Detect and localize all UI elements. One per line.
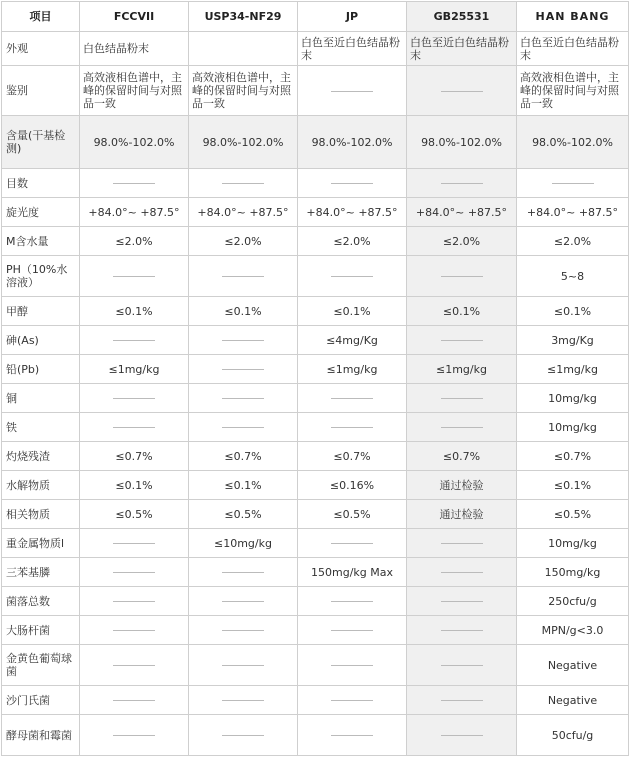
empty-dash (441, 276, 483, 277)
empty-dash (222, 369, 264, 370)
table-cell: 98.0%-102.0% (189, 116, 298, 169)
empty-dash (441, 665, 483, 666)
empty-dash (222, 601, 264, 602)
table-row (2, 715, 629, 756)
empty-dash (222, 340, 264, 341)
table-cell: Negative (517, 686, 629, 715)
table-cell: 高效液相色谱中，主峰的保留时间与对照品一致 (80, 66, 189, 116)
table-cell (189, 558, 298, 587)
table-cell: ≤1mg/kg (80, 355, 189, 384)
table-cell (517, 169, 629, 198)
table-cell: Negative (517, 645, 629, 686)
row-label: 大肠杆菌 (2, 616, 80, 645)
row-label: PH（10%水溶液） (2, 256, 80, 297)
table-cell (80, 529, 189, 558)
row-label: 沙门氏菌 (2, 686, 80, 715)
header-gb: GB25531 (407, 2, 517, 32)
table-cell: +84.0°~ +87.5° (189, 198, 298, 227)
table-cell (407, 256, 517, 297)
table-cell (298, 256, 407, 297)
empty-dash (331, 427, 373, 428)
table-cell (189, 413, 298, 442)
table-cell (298, 616, 407, 645)
table-cell: ≤0.1% (189, 297, 298, 326)
table-cell: ≤0.5% (189, 500, 298, 529)
table-cell: ≤0.7% (189, 442, 298, 471)
table-row (2, 471, 629, 500)
empty-dash (222, 700, 264, 701)
table-cell (80, 715, 189, 756)
table-row (2, 645, 629, 686)
empty-dash (113, 601, 155, 602)
table-cell: ≤2.0% (517, 227, 629, 256)
table-cell: ≤0.1% (407, 297, 517, 326)
header-hanbang: HAN BANG (517, 2, 629, 32)
table-cell (80, 256, 189, 297)
table-cell (407, 169, 517, 198)
empty-dash (331, 276, 373, 277)
table-cell (407, 413, 517, 442)
table-cell: 98.0%-102.0% (80, 116, 189, 169)
row-label: 鉴别 (2, 66, 80, 116)
table-cell: ≤2.0% (298, 227, 407, 256)
empty-dash (331, 398, 373, 399)
table-cell: ≤0.1% (517, 297, 629, 326)
table-row (2, 558, 629, 587)
table-cell (407, 326, 517, 355)
table-cell (298, 529, 407, 558)
table-cell: ≤10mg/kg (189, 529, 298, 558)
empty-dash (222, 630, 264, 631)
table-row (2, 32, 629, 66)
table-cell (407, 558, 517, 587)
table-row (2, 413, 629, 442)
table-cell: 高效液相色谱中，主峰的保留时间与对照品一致 (517, 66, 629, 116)
table-cell: ≤0.1% (80, 471, 189, 500)
table-cell: +84.0°~ +87.5° (407, 198, 517, 227)
table-cell: 高效液相色谱中，主峰的保留时间与对照品一致 (189, 66, 298, 116)
table-cell: ≤2.0% (80, 227, 189, 256)
empty-dash (222, 665, 264, 666)
header-usp: USP34-NF29 (189, 2, 298, 32)
table-cell (189, 616, 298, 645)
table-row (2, 384, 629, 413)
table-cell: ≤0.5% (517, 500, 629, 529)
table-cell: 白色结晶粉末 (80, 32, 189, 66)
table-cell (298, 169, 407, 198)
table-cell (80, 169, 189, 198)
empty-dash (222, 398, 264, 399)
empty-dash (441, 735, 483, 736)
table-cell: ≤0.7% (80, 442, 189, 471)
table-cell: ≤2.0% (189, 227, 298, 256)
table-cell (298, 384, 407, 413)
table-cell (80, 384, 189, 413)
table-row (2, 355, 629, 384)
row-label: 外观 (2, 32, 80, 66)
row-label: M含水量 (2, 227, 80, 256)
table-cell (298, 587, 407, 616)
row-label: 菌落总数 (2, 587, 80, 616)
table-cell (407, 384, 517, 413)
table-cell: 10mg/kg (517, 529, 629, 558)
empty-dash (113, 735, 155, 736)
table-cell (189, 32, 298, 66)
table-cell: ≤1mg/kg (407, 355, 517, 384)
table-cell (407, 616, 517, 645)
table-cell: +84.0°~ +87.5° (517, 198, 629, 227)
row-label: 酵母菌和霉菌 (2, 715, 80, 756)
empty-dash (441, 427, 483, 428)
table-row (2, 198, 629, 227)
table-cell: ≤0.7% (517, 442, 629, 471)
table-cell (80, 686, 189, 715)
row-label: 三苯基膦 (2, 558, 80, 587)
table-cell: ≤1mg/kg (517, 355, 629, 384)
table-cell (189, 645, 298, 686)
table-cell: MPN/g<3.0 (517, 616, 629, 645)
empty-dash (113, 572, 155, 573)
empty-dash (222, 427, 264, 428)
table-row (2, 169, 629, 198)
table-cell: 白色至近白色结晶粉末 (298, 32, 407, 66)
table-cell: 250cfu/g (517, 587, 629, 616)
table-cell (80, 326, 189, 355)
row-label: 目数 (2, 169, 80, 198)
table-cell (407, 686, 517, 715)
table-cell: ≤0.5% (298, 500, 407, 529)
empty-dash (441, 630, 483, 631)
table-cell: 白色至近白色结晶粉末 (517, 32, 629, 66)
table-row (2, 500, 629, 529)
row-label: 灼烧残渣 (2, 442, 80, 471)
table-cell: 10mg/kg (517, 413, 629, 442)
empty-dash (222, 183, 264, 184)
table-cell: 10mg/kg (517, 384, 629, 413)
table-cell (189, 587, 298, 616)
table-cell (80, 587, 189, 616)
empty-dash (113, 276, 155, 277)
table-cell (189, 355, 298, 384)
table-cell (407, 645, 517, 686)
table-cell (189, 326, 298, 355)
table-cell: 150mg/kg (517, 558, 629, 587)
table-cell: +84.0°~ +87.5° (298, 198, 407, 227)
table-cell: ≤0.1% (189, 471, 298, 500)
table-cell: 白色至近白色结晶粉末 (407, 32, 517, 66)
empty-dash (331, 630, 373, 631)
empty-dash (113, 340, 155, 341)
table-cell: 50cfu/g (517, 715, 629, 756)
table-header-row (2, 2, 629, 32)
empty-dash (113, 398, 155, 399)
row-label: 重金属物质l (2, 529, 80, 558)
table-cell (189, 715, 298, 756)
table-row (2, 686, 629, 715)
table-cell: 5~8 (517, 256, 629, 297)
empty-dash (441, 183, 483, 184)
empty-dash (441, 601, 483, 602)
table-cell (80, 616, 189, 645)
table-row (2, 616, 629, 645)
table-cell (407, 587, 517, 616)
table-cell: 98.0%-102.0% (517, 116, 629, 169)
row-label: 金黄色葡萄球菌 (2, 645, 80, 686)
empty-dash (222, 572, 264, 573)
table-cell (298, 66, 407, 116)
header-fccvii: FCCVII (80, 2, 189, 32)
empty-dash (552, 183, 594, 184)
table-cell (298, 413, 407, 442)
row-label: 含量(干基检测) (2, 116, 80, 169)
empty-dash (331, 543, 373, 544)
row-label: 铁 (2, 413, 80, 442)
table-cell (189, 686, 298, 715)
row-label: 相关物质 (2, 500, 80, 529)
table-cell: 通过检验 (407, 500, 517, 529)
empty-dash (441, 398, 483, 399)
table-cell (189, 256, 298, 297)
row-label: 铜 (2, 384, 80, 413)
empty-dash (113, 665, 155, 666)
table-row (2, 227, 629, 256)
empty-dash (113, 427, 155, 428)
table-cell: ≤4mg/Kg (298, 326, 407, 355)
row-label: 砷(As) (2, 326, 80, 355)
empty-dash (441, 340, 483, 341)
table-cell: ≤0.1% (517, 471, 629, 500)
table-cell: ≤1mg/kg (298, 355, 407, 384)
row-label: 水解物质 (2, 471, 80, 500)
table-cell: ≤2.0% (407, 227, 517, 256)
empty-dash (222, 735, 264, 736)
empty-dash (113, 700, 155, 701)
empty-dash (331, 91, 373, 92)
table-cell: ≤0.16% (298, 471, 407, 500)
empty-dash (113, 543, 155, 544)
table-row (2, 326, 629, 355)
table-cell: 150mg/kg Max (298, 558, 407, 587)
table-cell (298, 686, 407, 715)
table-row (2, 297, 629, 326)
table-cell: 通过检验 (407, 471, 517, 500)
table-row (2, 587, 629, 616)
table-cell: 98.0%-102.0% (298, 116, 407, 169)
row-label: 旋光度 (2, 198, 80, 227)
empty-dash (331, 700, 373, 701)
row-label: 甲醇 (2, 297, 80, 326)
header-jp: JP (298, 2, 407, 32)
table-cell: ≤0.7% (298, 442, 407, 471)
table-cell (407, 715, 517, 756)
table-row (2, 529, 629, 558)
empty-dash (113, 630, 155, 631)
empty-dash (113, 183, 155, 184)
table-cell: ≤0.5% (80, 500, 189, 529)
empty-dash (441, 543, 483, 544)
table-cell: ≤0.1% (298, 297, 407, 326)
table-cell: +84.0°~ +87.5° (80, 198, 189, 227)
table-row (2, 442, 629, 471)
table-cell: ≤0.1% (80, 297, 189, 326)
table-cell: ≤0.7% (407, 442, 517, 471)
empty-dash (331, 665, 373, 666)
row-label: 铅(Pb) (2, 355, 80, 384)
table-cell: 98.0%-102.0% (407, 116, 517, 169)
table-cell (80, 413, 189, 442)
table-row (2, 116, 629, 169)
table-cell: 3mg/Kg (517, 326, 629, 355)
table-cell (298, 715, 407, 756)
table-cell (189, 169, 298, 198)
table-cell (80, 645, 189, 686)
empty-dash (331, 183, 373, 184)
empty-dash (331, 735, 373, 736)
table-cell (407, 529, 517, 558)
empty-dash (222, 276, 264, 277)
table-row (2, 256, 629, 297)
spec-table (1, 1, 629, 756)
table-row (2, 66, 629, 116)
empty-dash (441, 700, 483, 701)
empty-dash (441, 572, 483, 573)
empty-dash (441, 91, 483, 92)
table-cell (407, 66, 517, 116)
table-cell (189, 384, 298, 413)
header-item: 项目 (2, 2, 80, 32)
empty-dash (331, 601, 373, 602)
table-cell (80, 558, 189, 587)
table-cell (298, 645, 407, 686)
